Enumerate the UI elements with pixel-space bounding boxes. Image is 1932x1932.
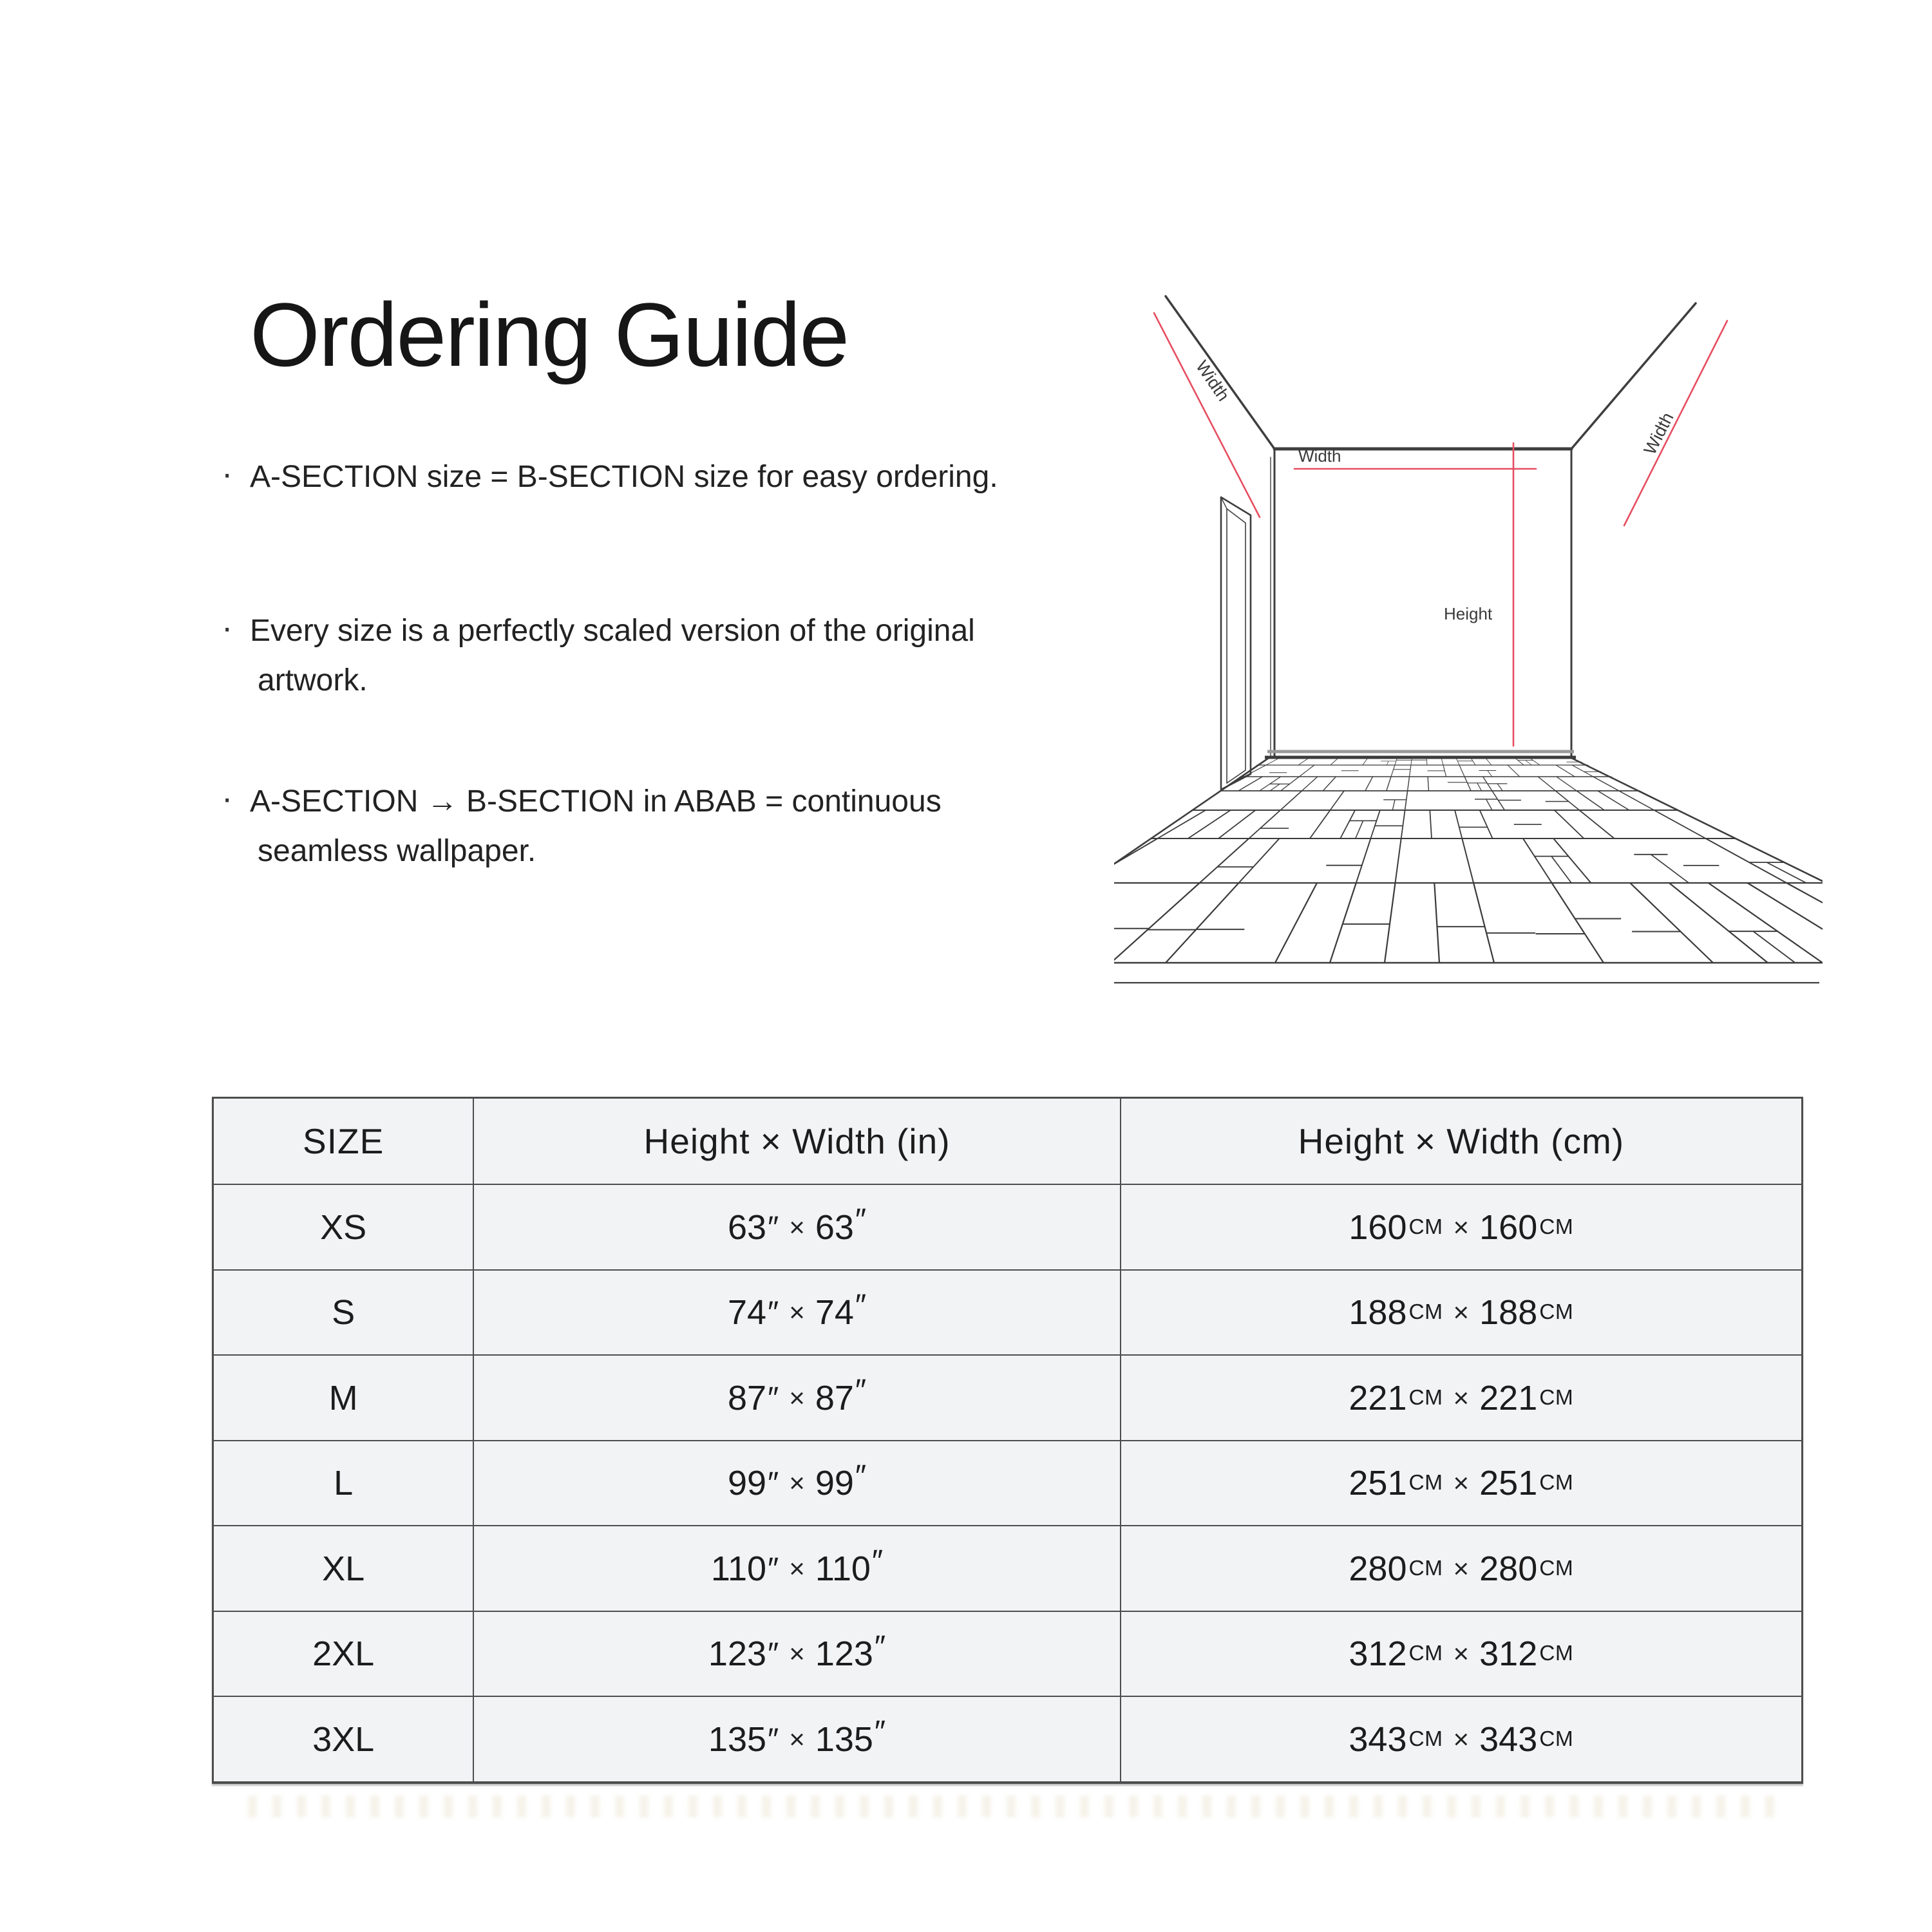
bullet-item-3 xyxy=(222,777,1188,876)
inches-value: 135 xyxy=(815,1719,873,1759)
room-diagram-svg xyxy=(1114,270,1823,1011)
multiply-sign: × xyxy=(1453,1211,1470,1242)
inches-value: 99 xyxy=(727,1464,767,1503)
size-cell: 2XL xyxy=(214,1612,473,1696)
inches-value: 74 xyxy=(727,1293,767,1332)
inches-cell xyxy=(474,1356,1119,1440)
cm-cell xyxy=(1121,1612,1801,1696)
multiply-sign: × xyxy=(1453,1382,1470,1413)
size-cell: XL xyxy=(214,1526,473,1611)
cm-unit: CM xyxy=(1539,1215,1574,1239)
inch-mark: ″ xyxy=(855,1373,867,1408)
size-cell: M xyxy=(214,1356,473,1440)
cm-value: 160 xyxy=(1479,1208,1538,1247)
multiply-sign: × xyxy=(1453,1468,1470,1499)
bullet-item-1 xyxy=(222,452,1188,502)
size-cell: S xyxy=(214,1271,473,1355)
multiply-sign: × xyxy=(1453,1638,1470,1669)
page-title: Ordering Guide xyxy=(250,283,849,385)
inch-mark: ″ xyxy=(871,1544,884,1579)
inches-value: 123 xyxy=(708,1634,767,1674)
multiply-sign: × xyxy=(789,1553,805,1584)
room-diagram xyxy=(1114,270,1823,1011)
inches-value: 63 xyxy=(727,1208,767,1247)
inch-mark: ″ xyxy=(768,1721,779,1757)
bullet-text: A-SECTION size = B-SECTION size for easy ordering. xyxy=(250,460,998,494)
cm-value: 221 xyxy=(1479,1378,1538,1417)
column-header-inches: Height × Width (in) xyxy=(474,1099,1119,1184)
cm-cell xyxy=(1121,1441,1801,1526)
cm-cell xyxy=(1121,1697,1801,1781)
inches-cell xyxy=(474,1697,1119,1781)
inch-mark: ″ xyxy=(768,1209,779,1245)
cm-cell xyxy=(1121,1526,1801,1611)
bullet-text: Every size is a perfectly scaled version of the original xyxy=(250,614,975,648)
cm-unit: CM xyxy=(1539,1556,1574,1580)
inches-value: 87 xyxy=(727,1378,767,1417)
cm-cell xyxy=(1121,1271,1801,1355)
cm-value: 251 xyxy=(1349,1464,1407,1503)
cm-unit: CM xyxy=(1539,1300,1574,1325)
inches-cell xyxy=(474,1271,1119,1355)
bullet-dot: · xyxy=(222,455,233,493)
cm-unit: CM xyxy=(1408,1385,1443,1410)
bullet-text: A-SECTION → B-SECTION in ABAB = continuous xyxy=(250,784,942,819)
size-table xyxy=(212,1097,1803,1784)
floor-edges xyxy=(1114,758,1823,983)
inch-mark: ″ xyxy=(768,1551,779,1586)
multiply-sign: × xyxy=(1453,1723,1470,1754)
inch-mark: ″ xyxy=(855,1458,867,1493)
width-right-label: Width xyxy=(1640,409,1678,458)
multiply-sign: × xyxy=(789,1638,805,1669)
bullet-text: artwork. xyxy=(258,663,368,697)
cm-cell xyxy=(1121,1185,1801,1269)
cm-unit: CM xyxy=(1539,1642,1574,1666)
cm-value: 160 xyxy=(1349,1208,1407,1247)
cm-value: 343 xyxy=(1349,1719,1407,1759)
cm-unit: CM xyxy=(1539,1727,1574,1751)
inch-mark: ″ xyxy=(768,1466,779,1501)
column-header-size: SIZE xyxy=(214,1099,473,1184)
cm-value: 188 xyxy=(1349,1293,1407,1332)
cm-value: 280 xyxy=(1479,1549,1538,1588)
height-label: Height xyxy=(1444,604,1493,623)
width-top-label: Width xyxy=(1298,446,1341,466)
column-header-cm: Height × Width (cm) xyxy=(1121,1099,1801,1184)
inches-value: 123 xyxy=(815,1634,873,1674)
width-left-line xyxy=(1154,313,1260,517)
inches-cell xyxy=(474,1185,1119,1269)
size-cell: XS xyxy=(214,1185,473,1269)
inch-mark: ″ xyxy=(855,1202,867,1238)
inches-value: 110 xyxy=(815,1549,871,1588)
multiply-sign: × xyxy=(789,1468,805,1499)
inches-value: 74 xyxy=(815,1293,854,1332)
inches-value: 99 xyxy=(815,1464,854,1503)
inch-mark: ″ xyxy=(874,1714,886,1750)
cm-value: 312 xyxy=(1349,1634,1407,1674)
inch-mark: ″ xyxy=(874,1629,886,1664)
cm-cell xyxy=(1121,1356,1801,1440)
cm-value: 280 xyxy=(1349,1549,1407,1588)
multiply-sign: × xyxy=(1453,1297,1470,1328)
cm-unit: CM xyxy=(1408,1727,1443,1751)
cm-value: 251 xyxy=(1479,1464,1538,1503)
cm-unit: CM xyxy=(1539,1471,1574,1495)
door xyxy=(1221,497,1251,790)
cm-unit: CM xyxy=(1408,1556,1443,1580)
inches-cell xyxy=(474,1441,1119,1526)
bullet-dot: · xyxy=(222,609,233,647)
inches-cell xyxy=(474,1612,1119,1696)
cm-value: 221 xyxy=(1349,1378,1407,1417)
size-cell: 3XL xyxy=(214,1697,473,1781)
inches-value: 135 xyxy=(708,1719,767,1759)
inch-mark: ″ xyxy=(768,1295,779,1331)
cm-value: 188 xyxy=(1479,1293,1538,1332)
multiply-sign: × xyxy=(1453,1553,1470,1584)
cm-unit: CM xyxy=(1408,1300,1443,1325)
bullet-text: seamless wallpaper. xyxy=(258,834,536,868)
cm-value: 343 xyxy=(1479,1719,1538,1759)
size-cell: L xyxy=(214,1441,473,1526)
inches-value: 110 xyxy=(710,1549,767,1588)
inch-mark: ″ xyxy=(855,1287,867,1323)
baseboard xyxy=(1265,752,1576,757)
inches-cell xyxy=(474,1526,1119,1611)
cm-unit: CM xyxy=(1539,1385,1574,1410)
inch-mark: ″ xyxy=(768,1636,779,1672)
width-left-label: Width xyxy=(1192,357,1233,405)
inches-value: 63 xyxy=(815,1208,854,1247)
cm-unit: CM xyxy=(1408,1471,1443,1495)
multiply-sign: × xyxy=(789,1723,805,1754)
multiply-sign: × xyxy=(789,1382,805,1413)
inch-mark: ″ xyxy=(768,1380,779,1416)
multiply-sign: × xyxy=(789,1297,805,1328)
multiply-sign: × xyxy=(789,1211,805,1242)
cm-unit: CM xyxy=(1408,1215,1443,1239)
cm-value: 312 xyxy=(1479,1634,1538,1674)
bullet-item-2 xyxy=(222,606,1188,705)
width-right-line xyxy=(1624,321,1727,526)
ghost-watermark-strip xyxy=(248,1795,1787,1817)
bullet-dot: · xyxy=(222,780,233,817)
cm-unit: CM xyxy=(1408,1642,1443,1666)
inches-value: 87 xyxy=(815,1378,854,1417)
